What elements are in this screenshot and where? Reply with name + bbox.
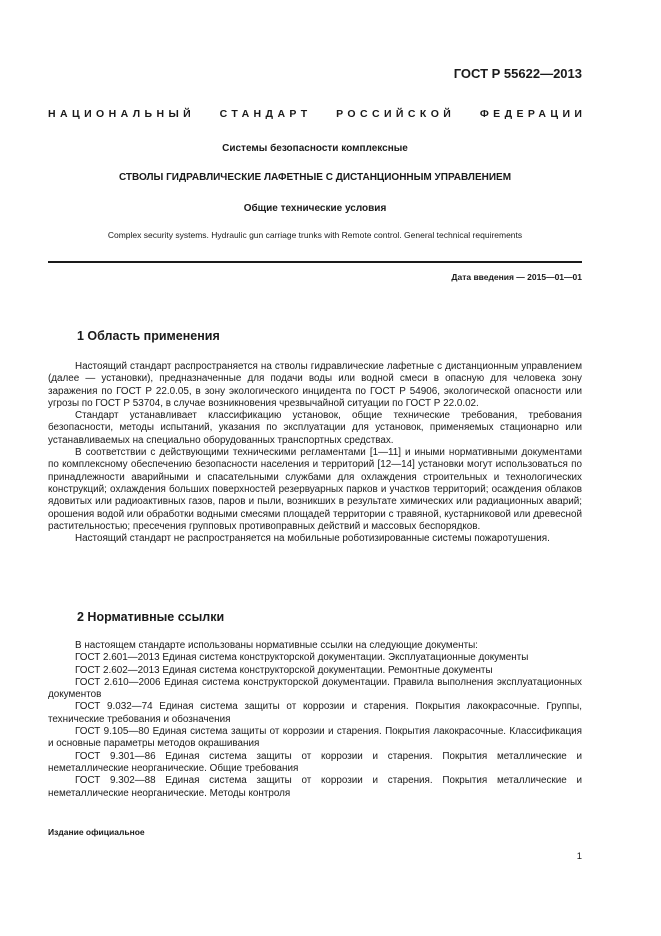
paragraph: В соответствии с действующими техническими регламентами [1—11] и иными нормативными документами по комплексному обеспечению безопасности населения и территорий [12—14] установки могут использоваться по принадлежности аварийными и спасательными службами для охлаждения строительных и технологических конструкций; охлаждения больших поверхностей резервуарных парков и участков территорий; осаждения облаков ядовитых или радиоактивных газов, паров и пыли, возникших в результате химических или радиационных аварий; орошения водой или обработки водными смесями площадей территории с травяной, кустарниковой или древесной растительностью; пресечения групповых противоправных действий и массовых беспорядков.	[48, 447, 582, 532]
document-subtitle: Общие технические условия	[243, 203, 387, 214]
reference-item: ГОСТ 2.601—2013 Единая система конструкторской документации. Эксплуатационные документы	[75, 652, 529, 664]
reference-item: ГОСТ 9.105—80 Единая система защиты от коррозии и старения. Покрытия лакокрасочные. Классификация и основные параметры методов окрашивания	[48, 726, 582, 750]
section-body-references	[48, 640, 582, 800]
reference-item: ГОСТ 2.602—2013 Единая система конструкторской документации. Ремонтные документы	[75, 664, 493, 676]
section-heading-references: 2 Нормативные ссылки	[77, 610, 225, 624]
series-title: Системы безопасности комплексные	[222, 143, 408, 154]
english-title: Complex security systems. Hydraulic gun carriage trunks with Remote control. General technical requirements	[107, 230, 523, 240]
reference-item: ГОСТ 9.032—74 Единая система защиты от коррозии и старения. Покрытия лакокрасочные. Группы, технические требования и обозначения	[48, 701, 582, 725]
section-body-scope	[48, 361, 582, 545]
national-standard-banner	[48, 108, 587, 120]
header-divider	[48, 261, 582, 263]
reference-item: ГОСТ 9.302—88 Единая система защиты от коррозии и старения. Покрытия металлические и неметаллические неорганические. Методы контроля	[48, 775, 582, 799]
document-title: СТВОЛЫ ГИДРАВЛИЧЕСКИЕ ЛАФЕТНЫЕ С ДИСТАНЦИОННЫМ УПРАВЛЕНИЕМ	[118, 172, 512, 183]
paragraph: Стандарт устанавливает классификацию установок, общие технические требования, требования безопасности, методы испытаний, указания по эксплуатации для установок, применяемых стационарно или устанавливаемых на специально оборудованных транспортных средствах.	[48, 410, 582, 446]
document-number: ГОСТ Р 55622—2013	[453, 66, 582, 81]
banner-word: СТАНДАРТ	[219, 108, 312, 120]
introduction-date: Дата введения — 2015—01—01	[451, 272, 582, 282]
banner-word: ФЕДЕРАЦИИ	[479, 108, 587, 120]
page-number: 1	[576, 851, 582, 862]
section-heading-scope: 1 Область применения	[77, 329, 220, 343]
official-edition-note: Издание официальное	[48, 827, 145, 837]
banner-word: НАЦИОНАЛЬНЫЙ	[48, 108, 196, 120]
banner-word: РОССИЙСКОЙ	[336, 108, 456, 120]
paragraph: В настоящем стандарте использованы нормативные ссылки на следующие документы:	[75, 640, 478, 651]
paragraph: Настоящий стандарт не распространяется на мобильные роботизированные системы пожаротушения.	[75, 533, 550, 545]
reference-item: ГОСТ 2.610—2006 Единая система конструкторской документации. Правила выполнения эксплуатационных документов	[48, 676, 582, 701]
reference-item: ГОСТ 9.301—86 Единая система защиты от коррозии и старения. Покрытия металлические и неметаллические неорганические. Общие требования	[48, 750, 582, 774]
paragraph: Настоящий стандарт распространяется на стволы гидравлические лафетные с дистанционным управлением (далее — установки), предназначенные для подачи воды или водной смеси в опасную для человека зону заражения по ГОСТ Р 22.0.05, в зону экологического инцидента по ГОСТ Р 54906, экологической опасности или угрозы по ГОСТ Р 53704, в случае возникновения чрезвычайной ситуации по ГОСТ Р 22.0.02.	[48, 361, 582, 409]
